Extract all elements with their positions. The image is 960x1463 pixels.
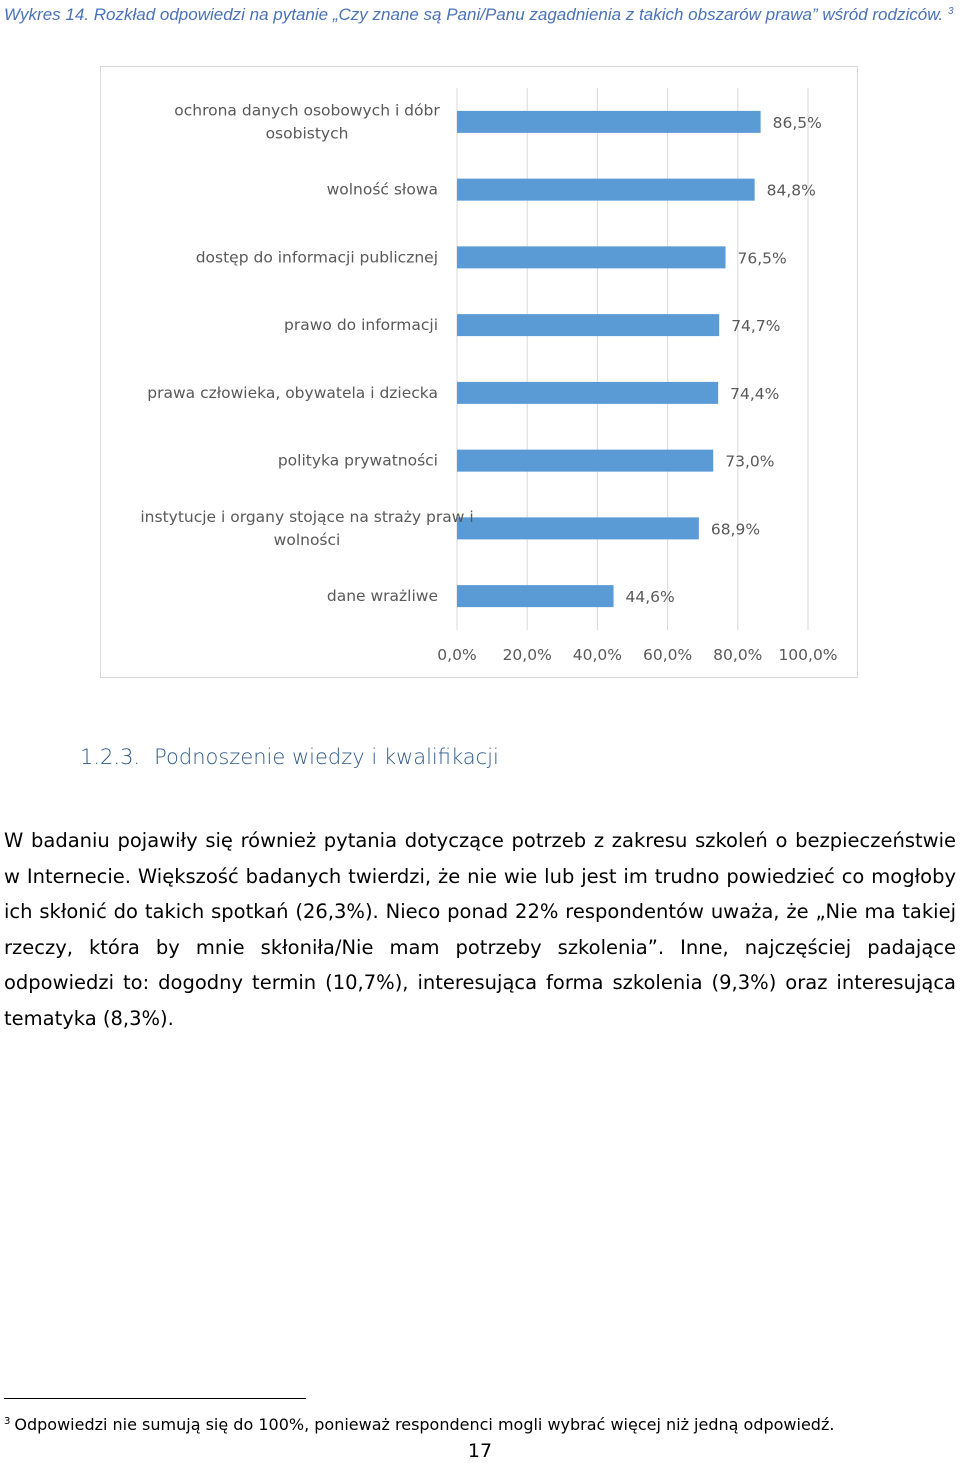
category-label: instytucje i organy stojące na straży praw i — [140, 507, 474, 526]
footnote-text: Odpowiedzi nie sumują się do 100%, ponieważ respondenci mogli wybrać więcej niż jedną odpowiedź. — [14, 1415, 835, 1434]
data-label: 86,5% — [772, 113, 822, 132]
footnote-divider — [4, 1398, 306, 1399]
data-label: 74,7% — [731, 317, 781, 336]
x-tick-label: 20,0% — [502, 646, 552, 664]
bar — [457, 111, 761, 133]
x-tick-label: 40,0% — [572, 646, 623, 664]
data-label: 44,6% — [625, 588, 675, 607]
category-label: polityka prywatności — [277, 451, 438, 470]
category-label: osobistych — [265, 124, 349, 143]
bar — [457, 246, 726, 268]
data-label: 68,9% — [710, 520, 761, 539]
data-label: 74,4% — [730, 384, 780, 403]
bar — [457, 585, 614, 607]
category-label: wolność słowa — [326, 180, 438, 199]
section-number: 1.2.3. — [80, 745, 141, 769]
footnote — [4, 1410, 954, 1437]
footnote-number: 3 — [4, 1416, 11, 1427]
x-tick-label: 60,0% — [642, 646, 693, 664]
x-tick-label: 0,0% — [437, 646, 477, 664]
bar — [457, 382, 718, 404]
data-label: 73,0% — [725, 452, 775, 471]
caption-footnote-ref[interactable]: 3 — [948, 6, 954, 17]
body-paragraph: W badaniu pojawiły się również pytania dotyczące potrzeb z zakresu szkoleń o bezpieczeństwie w Internecie. Większość badanych twierdzi, że nie wie lub jest im trudno powiedzieć co mogłoby ich skłonić do takich spotkań (26,3%). Nieco ponad 22% respondentów uważa, że „Nie ma takiej rzeczy, która by mnie skłoniła/Nie mam potrzeby szkolenia”. Inne, najczęściej padające odpowiedzi to: dogodny termin (10,7%), interesująca forma szkolenia (9,3%) oraz interesująca tematyka (8,3%). — [4, 829, 956, 1030]
section-title: Podnoszenie wiedzy i kwalifikacji — [154, 745, 499, 769]
bar — [457, 517, 699, 539]
bar-chart — [0, 0, 960, 700]
category-label: ochrona danych osobowych i dóbr — [174, 101, 440, 120]
x-tick-label: 100,0% — [778, 646, 838, 664]
category-label: dostęp do informacji publicznej — [195, 248, 438, 267]
bar — [457, 314, 719, 336]
page-number: 17 — [467, 1440, 493, 1462]
data-label: 76,5% — [737, 249, 787, 268]
category-label: prawa człowieka, obywatela i dziecka — [147, 383, 438, 402]
category-label: wolności — [273, 530, 341, 549]
section-heading — [80, 745, 499, 769]
caption-text: Wykres 14. Rozkład odpowiedzi na pytanie „Czy znane są Pani/Panu zagadnienia z takich obszarów prawa” wśród rodziców. — [4, 5, 944, 24]
category-label: dane wrażliwe — [326, 587, 438, 606]
data-label: 84,8% — [766, 181, 816, 200]
category-label: prawo do informacji — [284, 316, 438, 335]
bar — [457, 179, 755, 201]
bar — [457, 450, 713, 472]
x-tick-label: 80,0% — [713, 646, 763, 664]
